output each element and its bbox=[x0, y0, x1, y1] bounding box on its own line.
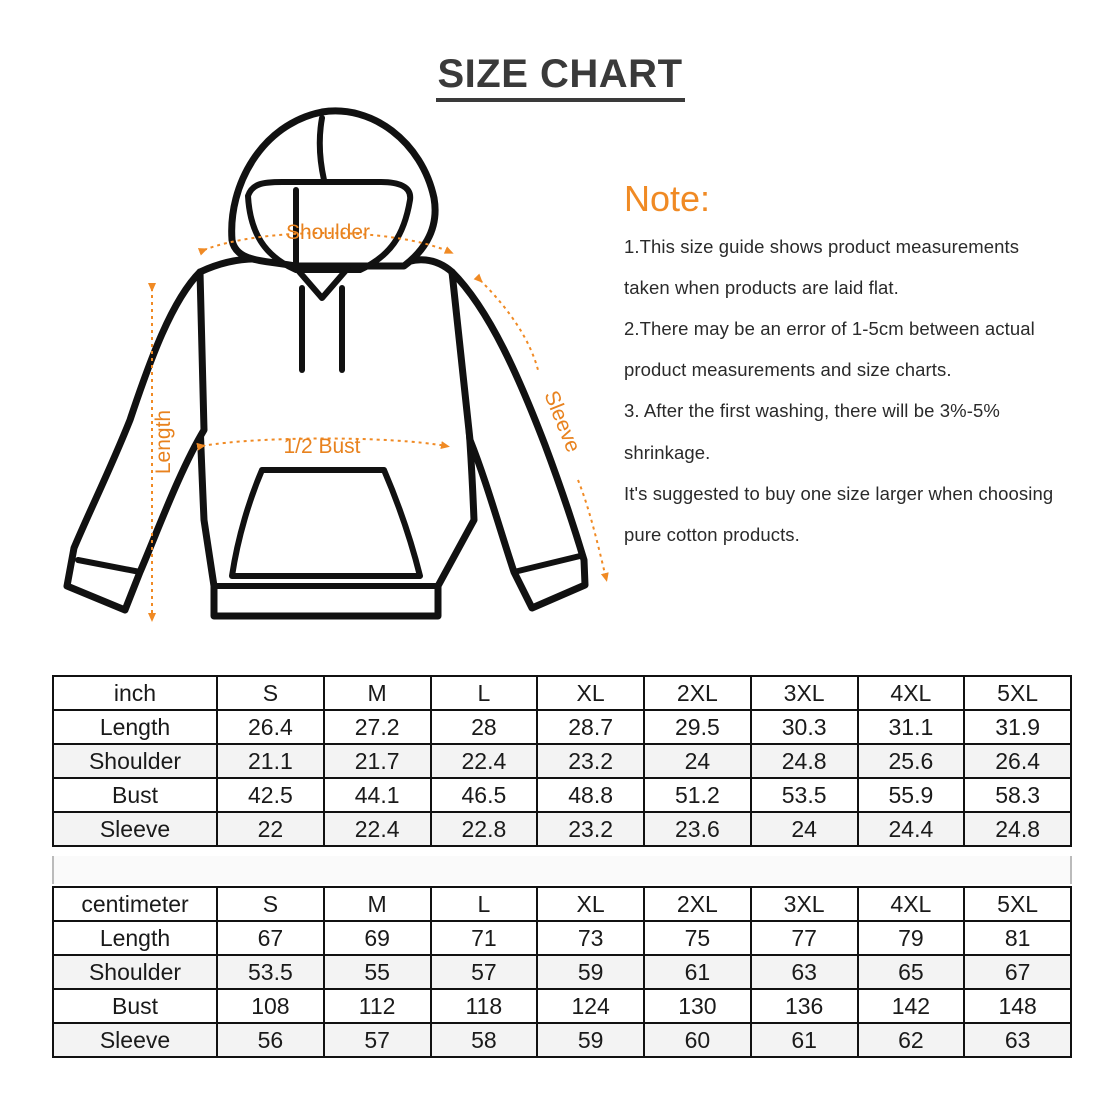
table-cell: 24.8 bbox=[751, 744, 858, 778]
table-cell: 44.1 bbox=[324, 778, 431, 812]
table-cell: 81 bbox=[964, 921, 1071, 955]
table-cell: Length bbox=[53, 710, 217, 744]
table-cell: 130 bbox=[644, 989, 751, 1023]
table-cell: 59 bbox=[537, 955, 644, 989]
table-row bbox=[53, 1023, 1071, 1057]
table-cell: Shoulder bbox=[53, 744, 217, 778]
table-row bbox=[53, 744, 1071, 778]
table-cell: Sleeve bbox=[53, 1023, 217, 1057]
table-cell: 63 bbox=[751, 955, 858, 989]
table-cell: Shoulder bbox=[53, 955, 217, 989]
table-cell: 3XL bbox=[751, 676, 858, 710]
table-cell: 2XL bbox=[644, 676, 751, 710]
table-cell: 22.8 bbox=[431, 812, 538, 846]
table-cell: XL bbox=[537, 676, 644, 710]
table-cell: 24.8 bbox=[964, 812, 1071, 846]
table-cell: Bust bbox=[53, 778, 217, 812]
table-cell: 148 bbox=[964, 989, 1071, 1023]
bust-label: 1/2 Bust bbox=[283, 435, 361, 458]
table-cell: L bbox=[431, 676, 538, 710]
table-cell: 55 bbox=[324, 955, 431, 989]
table-cell: 142 bbox=[858, 989, 965, 1023]
table-cell: 118 bbox=[431, 989, 538, 1023]
table-cell: 46.5 bbox=[431, 778, 538, 812]
page-title: SIZE CHART bbox=[0, 52, 1120, 102]
table-cell: 69 bbox=[324, 921, 431, 955]
table-cell: S bbox=[217, 676, 324, 710]
table-cell: M bbox=[324, 887, 431, 921]
table-cell: 65 bbox=[858, 955, 965, 989]
table-cell: 24 bbox=[644, 744, 751, 778]
length-label: Length bbox=[152, 409, 175, 475]
table-cell: 53.5 bbox=[751, 778, 858, 812]
table-cell: 59 bbox=[537, 1023, 644, 1057]
note-line: 3. After the first washing, there will be 3%-5% bbox=[624, 400, 1000, 421]
table-cell: M bbox=[324, 676, 431, 710]
table-cell: 61 bbox=[644, 955, 751, 989]
note-line: 2.There may be an error of 1-5cm between actual bbox=[624, 318, 1035, 339]
table-row bbox=[53, 955, 1071, 989]
table-cell: 112 bbox=[324, 989, 431, 1023]
table-cell: S bbox=[217, 887, 324, 921]
table-cell: 55.9 bbox=[858, 778, 965, 812]
note-line: shrinkage. bbox=[624, 442, 711, 463]
table-cell: Bust bbox=[53, 989, 217, 1023]
table-cell: 21.1 bbox=[217, 744, 324, 778]
table-row bbox=[53, 989, 1071, 1023]
note-line: product measurements and size charts. bbox=[624, 359, 952, 380]
table-cell: 42.5 bbox=[217, 778, 324, 812]
table-cell: 62 bbox=[858, 1023, 965, 1057]
table-cell: 61 bbox=[751, 1023, 858, 1057]
table-cell: Length bbox=[53, 921, 217, 955]
table-cell: 60 bbox=[644, 1023, 751, 1057]
table-cell: 124 bbox=[537, 989, 644, 1023]
table-cell: 71 bbox=[431, 921, 538, 955]
table-cell: 5XL bbox=[964, 676, 1071, 710]
table-spacer bbox=[52, 856, 1072, 884]
table-cell: Sleeve bbox=[53, 812, 217, 846]
table-cell: 67 bbox=[964, 955, 1071, 989]
table-cell: 51.2 bbox=[644, 778, 751, 812]
table-cell: 73 bbox=[537, 921, 644, 955]
table-cell: 5XL bbox=[964, 887, 1071, 921]
table-cell: 58.3 bbox=[964, 778, 1071, 812]
table-cell: L bbox=[431, 887, 538, 921]
table-row bbox=[53, 812, 1071, 846]
table-cell: 22.4 bbox=[431, 744, 538, 778]
table-cell: 63 bbox=[964, 1023, 1071, 1057]
table-cell: 31.1 bbox=[858, 710, 965, 744]
table-cell: 28 bbox=[431, 710, 538, 744]
table-cell: 79 bbox=[858, 921, 965, 955]
table-cell: inch bbox=[53, 676, 217, 710]
shoulder-label: Shoulder bbox=[285, 221, 371, 244]
table-cell: 4XL bbox=[858, 887, 965, 921]
table-row bbox=[53, 710, 1071, 744]
table-cell: 24.4 bbox=[858, 812, 965, 846]
hoodie-diagram bbox=[55, 100, 615, 640]
table-cell: 75 bbox=[644, 921, 751, 955]
table-cell: 30.3 bbox=[751, 710, 858, 744]
table-cell: 57 bbox=[324, 1023, 431, 1057]
table-cell: 23.2 bbox=[537, 744, 644, 778]
table-cell: 26.4 bbox=[964, 744, 1071, 778]
table-cell: 29.5 bbox=[644, 710, 751, 744]
table-cell: 108 bbox=[217, 989, 324, 1023]
table-cell: 22.4 bbox=[324, 812, 431, 846]
note-line: It's suggested to buy one size larger when choosing bbox=[624, 483, 1054, 504]
table-cell: 2XL bbox=[644, 887, 751, 921]
table-cell: 136 bbox=[751, 989, 858, 1023]
table-cell: 3XL bbox=[751, 887, 858, 921]
table-cell: 24 bbox=[751, 812, 858, 846]
table-cell: 26.4 bbox=[217, 710, 324, 744]
table-row bbox=[53, 778, 1071, 812]
note-line: taken when products are laid flat. bbox=[624, 277, 899, 298]
table-cell: 28.7 bbox=[537, 710, 644, 744]
sleeve-label: Sleeve bbox=[539, 387, 585, 456]
table-cell: 67 bbox=[217, 921, 324, 955]
note-line: pure cotton products. bbox=[624, 524, 800, 545]
table-cell: 56 bbox=[217, 1023, 324, 1057]
table-cell: 77 bbox=[751, 921, 858, 955]
table-cell: XL bbox=[537, 887, 644, 921]
table-cell: 57 bbox=[431, 955, 538, 989]
size-table-inch bbox=[52, 675, 1072, 847]
table-cell: centimeter bbox=[53, 887, 217, 921]
size-table-centimeter bbox=[52, 886, 1072, 1058]
note-heading: Note: bbox=[624, 178, 711, 219]
table-cell: 22 bbox=[217, 812, 324, 846]
note-line: 1.This size guide shows product measurements bbox=[624, 236, 1020, 257]
table-cell: 23.2 bbox=[537, 812, 644, 846]
table-cell: 53.5 bbox=[217, 955, 324, 989]
table-header-row bbox=[53, 887, 1071, 921]
table-header-row bbox=[53, 676, 1071, 710]
table-cell: 25.6 bbox=[858, 744, 965, 778]
table-cell: 48.8 bbox=[537, 778, 644, 812]
table-row bbox=[53, 921, 1071, 955]
table-cell: 58 bbox=[431, 1023, 538, 1057]
table-cell: 27.2 bbox=[324, 710, 431, 744]
table-cell: 21.7 bbox=[324, 744, 431, 778]
table-cell: 23.6 bbox=[644, 812, 751, 846]
table-cell: 4XL bbox=[858, 676, 965, 710]
table-cell: 31.9 bbox=[964, 710, 1071, 744]
